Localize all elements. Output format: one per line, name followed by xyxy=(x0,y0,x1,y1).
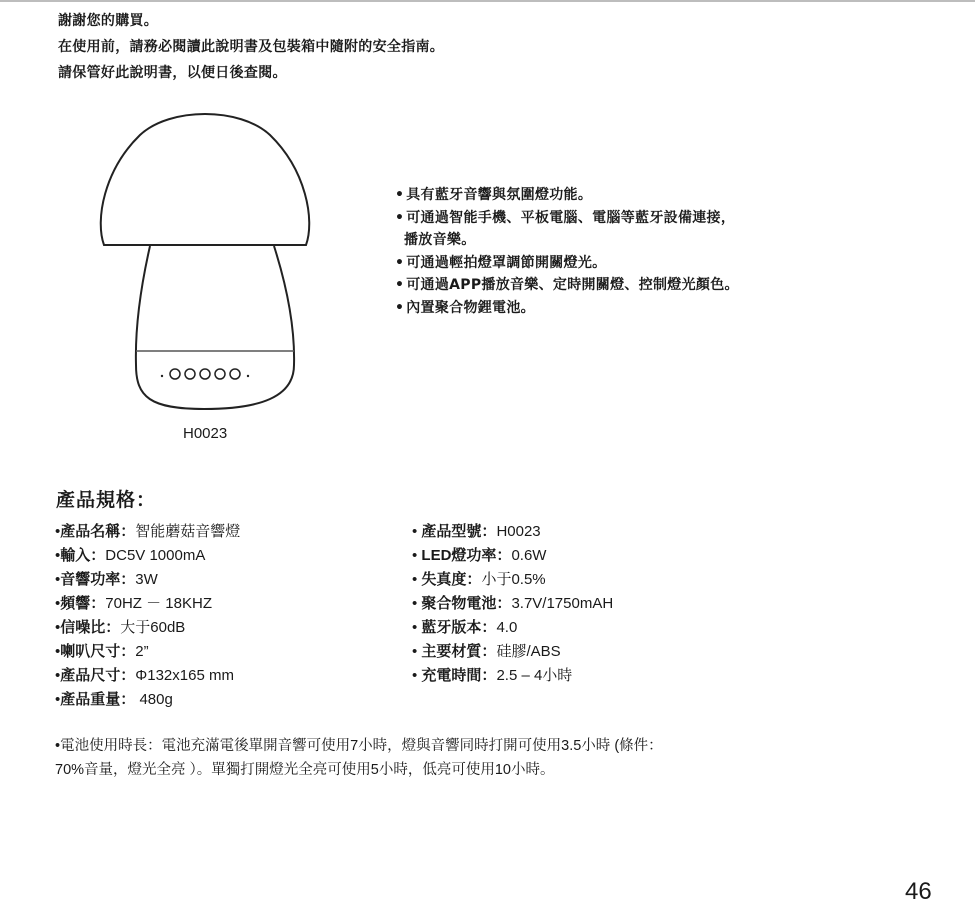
button-ring xyxy=(200,369,210,379)
spec-row xyxy=(412,520,613,544)
spec-value: 大于60dB xyxy=(120,619,186,636)
spec-label: 輸入： xyxy=(60,547,106,564)
mushroom-speaker-illustration xyxy=(90,95,320,415)
spec-list-left xyxy=(55,520,240,712)
spec-label: 產品型號： xyxy=(421,523,497,540)
button-ring xyxy=(185,369,195,379)
spec-row xyxy=(412,592,613,616)
spec-value: 4.0 xyxy=(496,619,518,636)
spec-label: 產品尺寸： xyxy=(60,667,136,684)
feature-item: • 具有藍牙音響與氛圍燈功能。 xyxy=(395,184,739,207)
page-number: 46 xyxy=(905,878,932,905)
spec-value: 70HZ － 18KHZ xyxy=(105,595,212,612)
battery-line: •電池使用時長：電池充滿電後單開音響可使用7小時，燈與音響同時打開可使用3.5小時 (條件： xyxy=(55,738,663,754)
spec-value: 硅膠/ABS xyxy=(496,643,561,660)
spec-value: 小于0.5% xyxy=(481,571,546,588)
spec-row xyxy=(412,640,613,664)
spec-row xyxy=(55,616,240,640)
feature-item: • 可通過APP播放音樂、定時開關燈、控制燈光顏色。 xyxy=(395,274,739,297)
spec-label: 頻響： xyxy=(60,595,106,612)
battery-life-note xyxy=(55,734,663,782)
spec-label: 產品重量： xyxy=(60,691,136,708)
feature-item-continuation: 播放音樂。 xyxy=(404,232,476,248)
model-label: H0023 xyxy=(183,425,228,442)
top-rule xyxy=(0,0,975,2)
feature-item: • 可通過智能手機、平板電腦、電腦等藍牙設備連接， xyxy=(395,207,739,230)
intro-line: 在使用前，請務必閱讀此說明書及包裝箱中隨附的安全指南。 xyxy=(58,39,445,55)
button-ring xyxy=(230,369,240,379)
spec-heading: 產品規格： xyxy=(56,489,157,511)
battery-line: 70%音量，燈光全亮 ）。單獨打開燈光全亮可使用5小時，低亮可使用10小時。 xyxy=(55,762,555,778)
spec-label: 產品名稱： xyxy=(60,523,136,540)
spec-row xyxy=(412,568,613,592)
spec-label: 喇叭尺寸： xyxy=(60,643,136,660)
lamp-cap xyxy=(101,114,309,245)
spec-value: H0023 xyxy=(496,523,541,540)
button-ring xyxy=(215,369,225,379)
spec-value: 3W xyxy=(135,571,158,588)
spec-label: 聚合物電池： xyxy=(421,595,512,612)
spec-value: DC5V 1000mA xyxy=(105,547,206,564)
spec-value: 2” xyxy=(135,643,149,660)
spec-value: 2.5 – 4小時 xyxy=(496,667,573,684)
spec-value: Φ132x165 mm xyxy=(135,667,234,684)
spec-value: 3.7V/1750mAH xyxy=(511,595,614,612)
spec-row xyxy=(55,520,240,544)
spec-row xyxy=(412,544,613,568)
spec-row xyxy=(55,592,240,616)
intro-line: 謝謝您的購買。 xyxy=(58,13,159,29)
spec-list-right xyxy=(412,520,613,688)
feature-list xyxy=(395,184,739,319)
spec-label: 失真度： xyxy=(421,571,482,588)
spec-label: LED燈功率： xyxy=(421,547,512,564)
spec-row xyxy=(55,544,240,568)
spec-row xyxy=(55,664,240,688)
spec-label: 主要材質： xyxy=(421,643,497,660)
button-dot xyxy=(247,375,249,377)
spec-row xyxy=(55,688,240,712)
intro-line: 請保管好此說明書，以便日後查閱。 xyxy=(58,65,287,81)
feature-item: • 可通過輕拍燈罩調節開關燈光。 xyxy=(395,252,739,275)
spec-label: 音響功率： xyxy=(60,571,136,588)
spec-value: 0.6W xyxy=(511,547,547,564)
spec-row xyxy=(412,664,613,688)
spec-row xyxy=(55,568,240,592)
spec-row xyxy=(55,640,240,664)
spec-label: 藍牙版本： xyxy=(421,619,497,636)
intro-text xyxy=(58,8,444,86)
speaker-body xyxy=(136,246,294,409)
spec-row xyxy=(412,616,613,640)
spec-value: 智能蘑菇音響燈 xyxy=(135,523,241,540)
spec-label: 充電時間： xyxy=(421,667,497,684)
button-dot xyxy=(161,375,163,377)
spec-label: 信噪比： xyxy=(60,619,121,636)
spec-value: 480g xyxy=(135,691,173,708)
button-ring xyxy=(170,369,180,379)
feature-item: • 內置聚合物鋰電池。 xyxy=(395,297,739,320)
